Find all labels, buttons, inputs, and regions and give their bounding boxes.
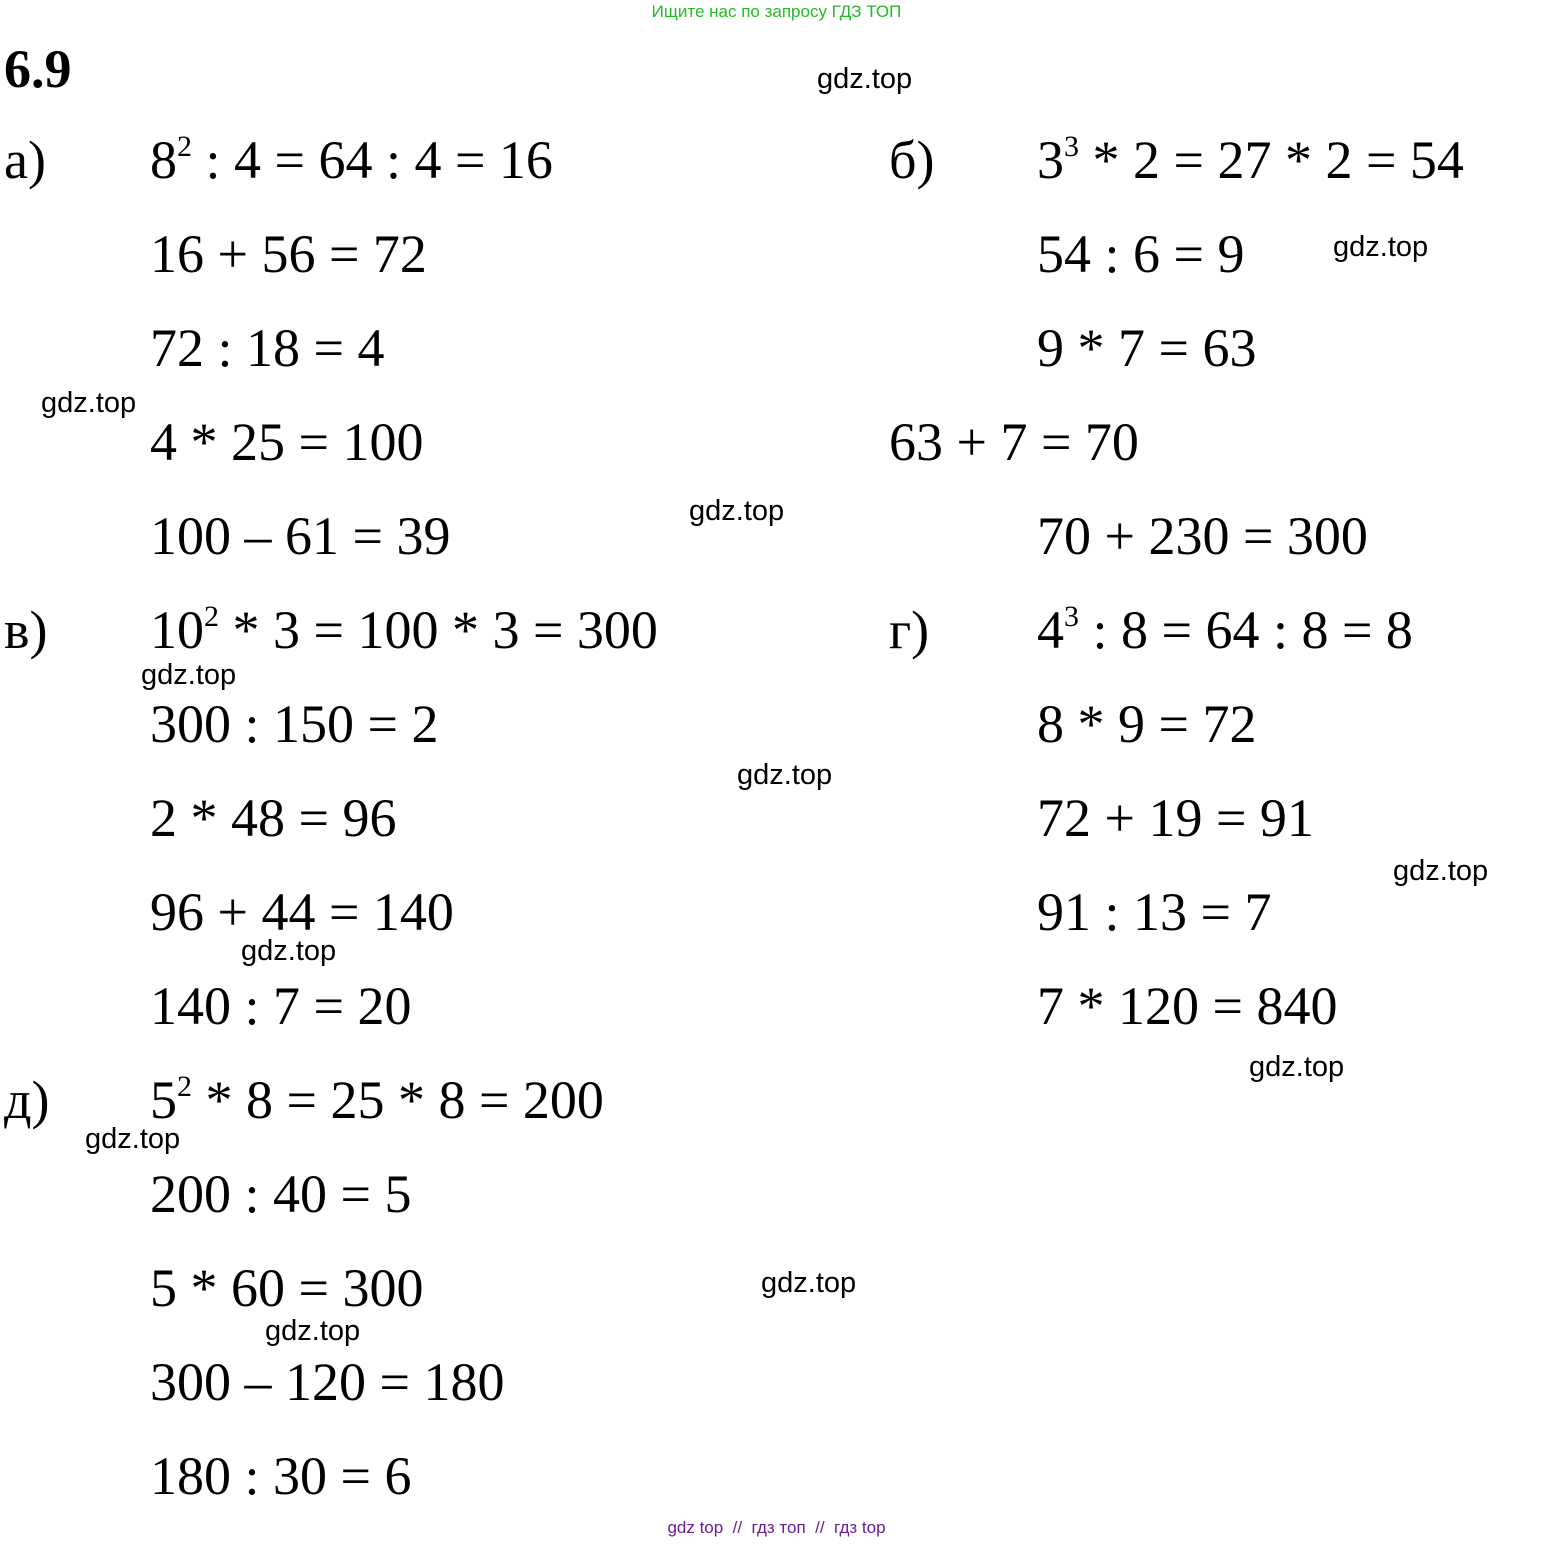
- part-a-line-3: 72 : 18 = 4: [150, 318, 385, 378]
- part-g-line-2: 8 * 9 = 72: [1037, 694, 1257, 754]
- watermark: gdz.top: [817, 63, 913, 95]
- part-a-line-2: 16 + 56 = 72: [150, 224, 427, 284]
- part-d-label: д): [4, 1070, 50, 1130]
- part-a-line-4: 4 * 25 = 100: [150, 412, 424, 472]
- part-d-line-2: 200 : 40 = 5: [150, 1164, 412, 1224]
- watermark: gdz.top: [1333, 231, 1429, 263]
- footer-links: gdz top // гдз топ // гдз top: [667, 1518, 886, 1537]
- watermark: gdz.top: [241, 935, 337, 967]
- watermark: gdz.top: [737, 759, 833, 791]
- part-g-line-1: $4^3$ : 8 = 64 : 8 = 8: [1037, 600, 1413, 660]
- part-v-line-2: 300 : 150 = 2: [150, 694, 439, 754]
- part-v-line-3: 2 * 48 = 96: [150, 788, 397, 848]
- part-g-line-5: 7 * 120 = 840: [1037, 976, 1338, 1036]
- part-d-line-5: 180 : 30 = 6: [150, 1446, 412, 1506]
- part-a-line-1: $8^2$ : 4 = 64 : 4 = 16: [150, 130, 553, 190]
- part-a-label: а): [4, 130, 46, 190]
- problem-number: 6.9: [4, 39, 72, 99]
- part-v-line-4: 96 + 44 = 140: [150, 882, 454, 942]
- part-b-line-3: 9 * 7 = 63: [1037, 318, 1257, 378]
- watermark: gdz.top: [761, 1267, 857, 1299]
- top-banner: Ищите нас по запросу ГДЗ ТОП: [651, 2, 902, 21]
- watermark: gdz.top: [265, 1315, 361, 1347]
- part-v-line-5: 140 : 7 = 20: [150, 976, 412, 1036]
- part-b-line-2: 54 : 6 = 9: [1037, 224, 1245, 284]
- part-d-line-1: $5^2 * 8 = 25 * 8 = 200$: [150, 1070, 604, 1130]
- watermark: gdz.top: [41, 387, 137, 419]
- watermark: gdz.top: [689, 495, 785, 527]
- watermark: gdz.top: [1393, 855, 1489, 887]
- watermark: gdz.top: [141, 659, 237, 691]
- part-b-line-5: 70 + 230 = 300: [1037, 506, 1368, 566]
- part-d-line-4: 300 – 120 = 180: [150, 1352, 505, 1412]
- part-d-line-3: 5 * 60 = 300: [150, 1258, 424, 1318]
- watermark: gdz.top: [1249, 1051, 1345, 1083]
- part-b-line-1: $3^3 * 2 = 27 * 2 = 54$: [1037, 130, 1464, 190]
- part-g-line-4: 91 : 13 = 7: [1037, 882, 1272, 942]
- part-v-line-1: $10^2 * 3 = 100 * 3 = 300$: [150, 600, 658, 660]
- part-a-line-5: 100 – 61 = 39: [150, 506, 451, 566]
- part-v-label: в): [4, 600, 48, 660]
- part-b-line-4: 63 + 7 = 70: [889, 412, 1139, 472]
- part-g-line-3: 72 + 19 = 91: [1037, 788, 1314, 848]
- part-b-label: б): [889, 130, 935, 190]
- watermark: gdz.top: [85, 1123, 181, 1155]
- part-g-label: г): [889, 600, 930, 660]
